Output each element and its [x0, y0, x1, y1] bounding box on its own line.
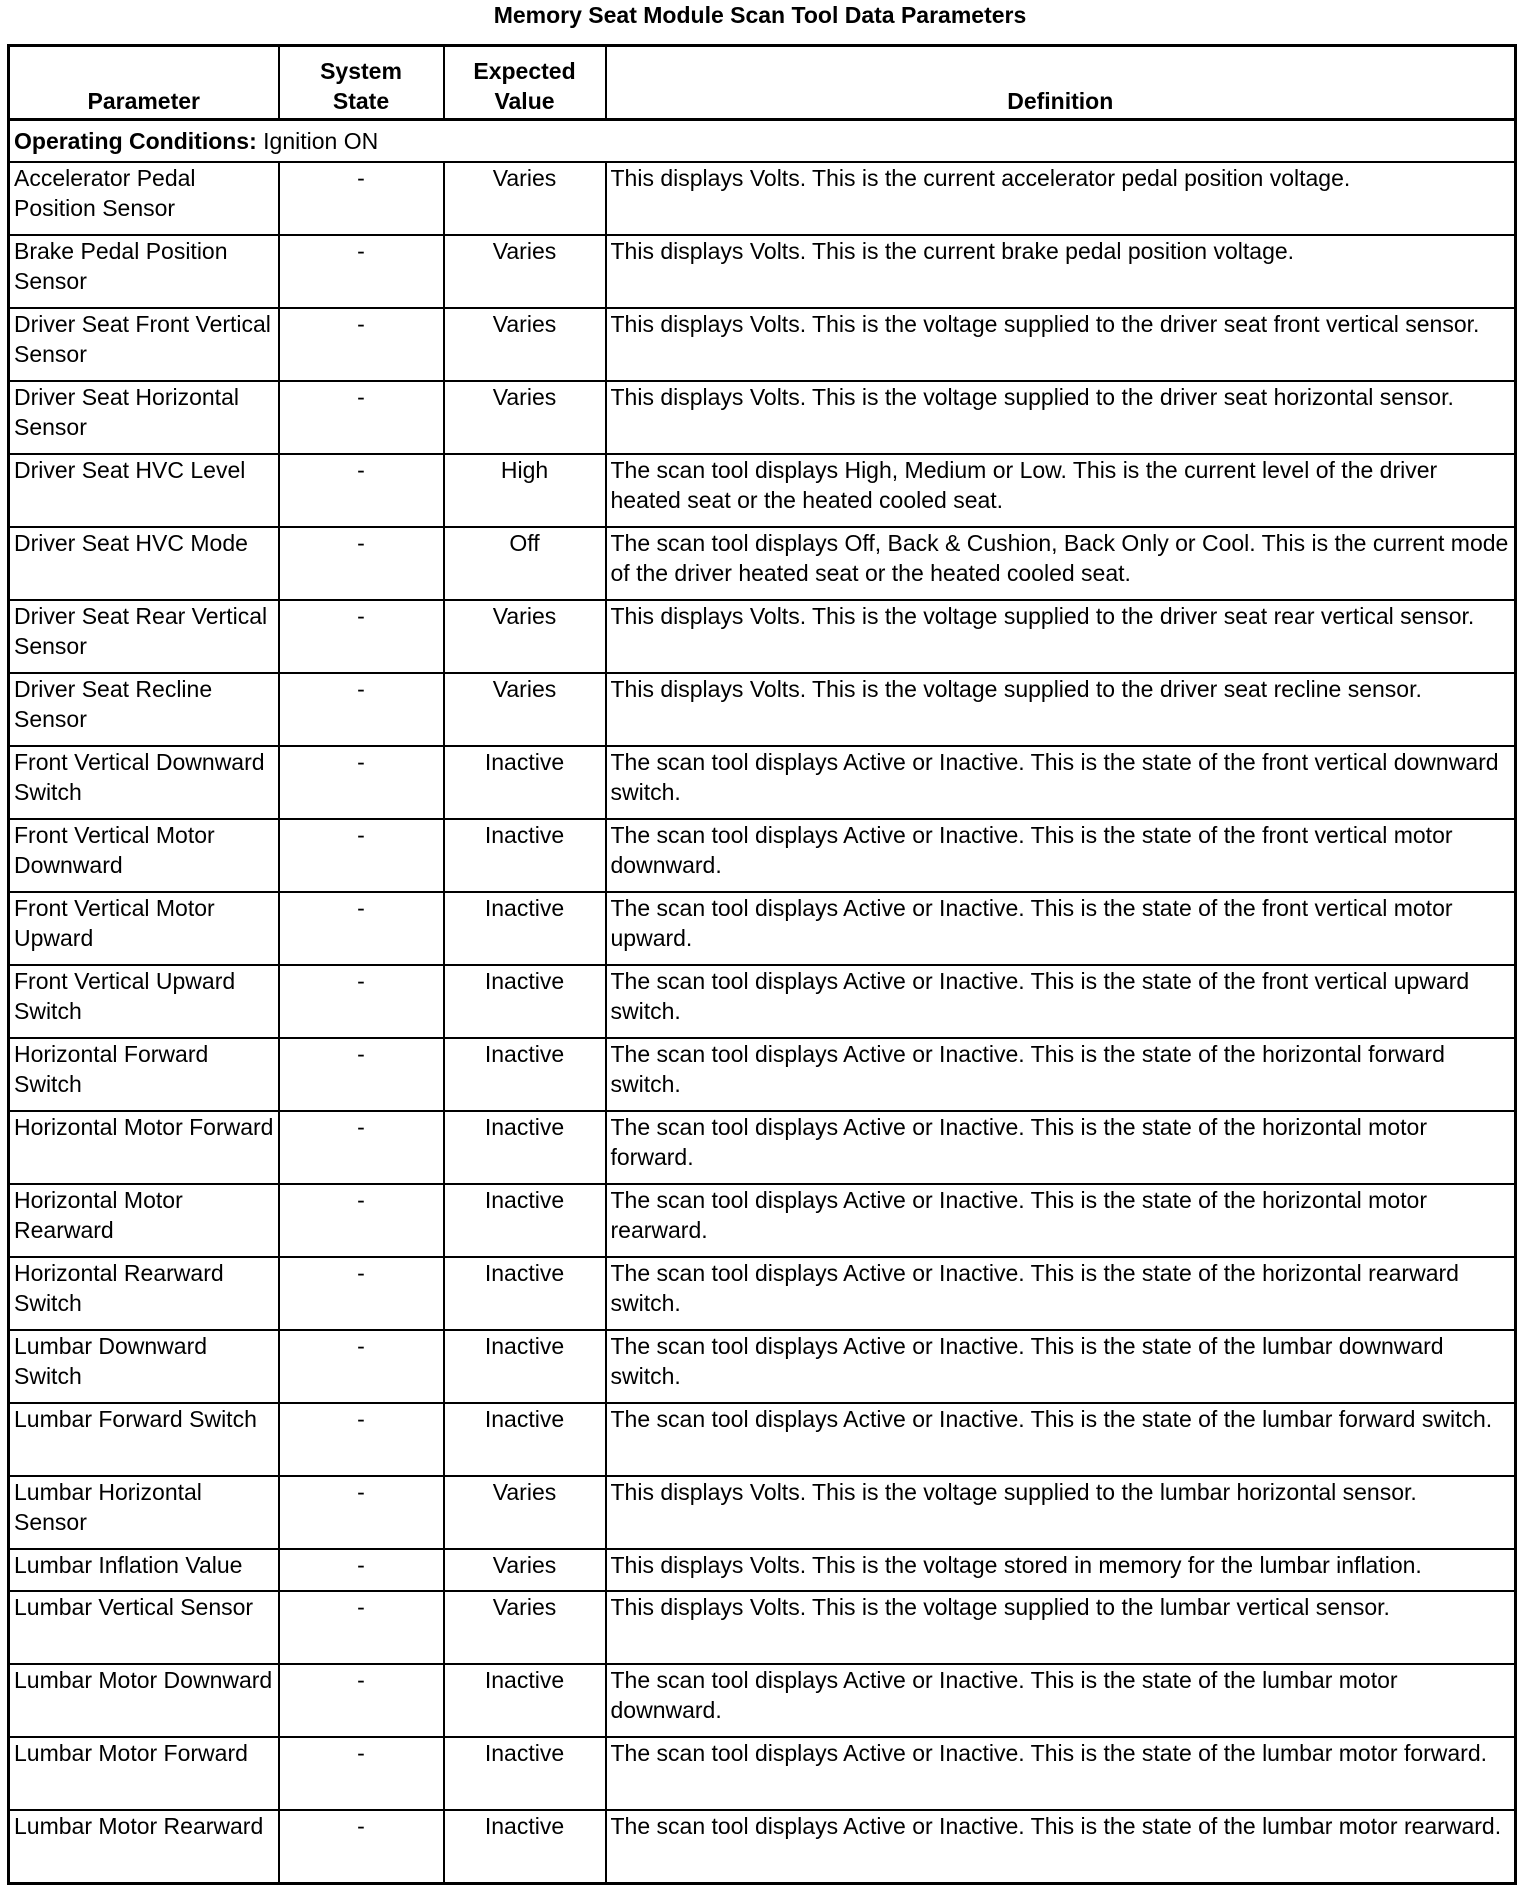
definition-cell: The scan tool displays High, Medium or Low. This is the current level of the driver heated seat or the heated cooled seat. [606, 454, 1516, 527]
system-state-cell: - [279, 1476, 444, 1549]
parameter-cell: Lumbar Downward Switch [9, 1330, 279, 1403]
table-row [9, 1111, 1516, 1184]
header-expected-value [444, 46, 606, 120]
parameter-cell: Driver Seat Front Vertical Sensor [9, 308, 279, 381]
expected-value-cell: Inactive [444, 1257, 606, 1330]
system-state-cell: - [279, 600, 444, 673]
table-row [9, 1591, 1516, 1664]
table-row [9, 673, 1516, 746]
table-row [9, 1549, 1516, 1591]
table-row [9, 308, 1516, 381]
table-row [9, 1737, 1516, 1810]
header-parameter: Parameter [9, 46, 279, 120]
system-state-cell: - [279, 819, 444, 892]
definition-cell: This displays Volts. This is the voltage supplied to the lumbar vertical sensor. [606, 1591, 1516, 1664]
definition-cell: This displays Volts. This is the voltage stored in memory for the lumbar inflation. [606, 1549, 1516, 1591]
parameter-cell: Brake Pedal Position Sensor [9, 235, 279, 308]
system-state-cell: - [279, 527, 444, 600]
definition-cell: The scan tool displays Active or Inactive. This is the state of the front vertical upward switch. [606, 965, 1516, 1038]
parameter-cell: Accelerator Pedal Position Sensor [9, 162, 279, 235]
definition-cell: The scan tool displays Active or Inactive. This is the state of the lumbar forward switch. [606, 1403, 1516, 1476]
expected-value-cell: Varies [444, 235, 606, 308]
table-row [9, 819, 1516, 892]
definition-cell: The scan tool displays Active or Inactive. This is the state of the lumbar motor forward. [606, 1737, 1516, 1810]
system-state-cell: - [279, 746, 444, 819]
expected-value-cell: Inactive [444, 892, 606, 965]
table-row [9, 1403, 1516, 1476]
table-row [9, 1810, 1516, 1884]
system-state-cell: - [279, 235, 444, 308]
definition-cell: The scan tool displays Active or Inactive. This is the state of the horizontal forward switch. [606, 1038, 1516, 1111]
parameter-cell: Lumbar Vertical Sensor [9, 1591, 279, 1664]
expected-value-cell: Off [444, 527, 606, 600]
parameter-cell: Horizontal Forward Switch [9, 1038, 279, 1111]
table-row [9, 235, 1516, 308]
expected-value-cell: Varies [444, 162, 606, 235]
operating-conditions-label: Operating Conditions: [14, 128, 257, 154]
parameter-cell: Driver Seat Rear Vertical Sensor [9, 600, 279, 673]
expected-value-cell: Inactive [444, 819, 606, 892]
parameter-cell: Lumbar Forward Switch [9, 1403, 279, 1476]
definition-cell: The scan tool displays Active or Inactive. This is the state of the lumbar motor downward. [606, 1664, 1516, 1737]
parameter-cell: Front Vertical Motor Upward [9, 892, 279, 965]
table-row [9, 746, 1516, 819]
parameter-cell: Front Vertical Downward Switch [9, 746, 279, 819]
expected-value-cell: Varies [444, 1591, 606, 1664]
expected-value-cell: Inactive [444, 746, 606, 819]
expected-value-cell: Inactive [444, 1664, 606, 1737]
definition-cell: The scan tool displays Active or Inactive. This is the state of the lumbar downward switch. [606, 1330, 1516, 1403]
expected-value-cell: Varies [444, 308, 606, 381]
system-state-cell: - [279, 308, 444, 381]
parameter-cell: Lumbar Motor Forward [9, 1737, 279, 1810]
system-state-cell: - [279, 1184, 444, 1257]
definition-cell: This displays Volts. This is the voltage supplied to the driver seat horizontal sensor. [606, 381, 1516, 454]
table-row [9, 381, 1516, 454]
table-row [9, 1257, 1516, 1330]
table-row [9, 1184, 1516, 1257]
system-state-cell: - [279, 1403, 444, 1476]
expected-value-cell: Varies [444, 381, 606, 454]
expected-value-cell: Inactive [444, 1737, 606, 1810]
parameter-cell: Lumbar Inflation Value [9, 1549, 279, 1591]
system-state-cell: - [279, 1810, 444, 1884]
system-state-cell: - [279, 381, 444, 454]
parameter-cell: Horizontal Motor Forward [9, 1111, 279, 1184]
header-expected-value-text: Expected Value [473, 58, 576, 114]
definition-cell: This displays Volts. This is the voltage supplied to the driver seat rear vertical sensor. [606, 600, 1516, 673]
definition-cell: This displays Volts. This is the voltage supplied to the lumbar horizontal sensor. [606, 1476, 1516, 1549]
parameter-cell: Front Vertical Motor Downward [9, 819, 279, 892]
table-row [9, 1664, 1516, 1737]
system-state-cell: - [279, 1549, 444, 1591]
header-system-state-text: System State [320, 58, 402, 114]
parameter-cell: Horizontal Rearward Switch [9, 1257, 279, 1330]
system-state-cell: - [279, 1038, 444, 1111]
expected-value-cell: Varies [444, 673, 606, 746]
operating-conditions-value: Ignition ON [263, 128, 379, 154]
table-row [9, 1476, 1516, 1549]
system-state-cell: - [279, 162, 444, 235]
expected-value-cell: Varies [444, 1549, 606, 1591]
header-system-state [279, 46, 444, 120]
definition-cell: The scan tool displays Active or Inactive. This is the state of the horizontal motor rearward. [606, 1184, 1516, 1257]
parameter-cell: Lumbar Horizontal Sensor [9, 1476, 279, 1549]
parameter-cell: Horizontal Motor Rearward [9, 1184, 279, 1257]
parameter-cell: Lumbar Motor Rearward [9, 1810, 279, 1884]
system-state-cell: - [279, 1257, 444, 1330]
expected-value-cell: Inactive [444, 1111, 606, 1184]
definition-cell: The scan tool displays Active or Inactive. This is the state of the front vertical downward switch. [606, 746, 1516, 819]
operating-conditions-cell [9, 120, 1516, 163]
parameters-table [7, 44, 1517, 1885]
parameter-cell: Driver Seat Recline Sensor [9, 673, 279, 746]
definition-cell: This displays Volts. This is the current brake pedal position voltage. [606, 235, 1516, 308]
system-state-cell: - [279, 1737, 444, 1810]
operating-conditions-row [9, 120, 1516, 163]
system-state-cell: - [279, 965, 444, 1038]
table-row [9, 892, 1516, 965]
page-title: Memory Seat Module Scan Tool Data Parameters [493, 2, 1027, 28]
table-row [9, 527, 1516, 600]
expected-value-cell: Inactive [444, 1810, 606, 1884]
expected-value-cell: Inactive [444, 1403, 606, 1476]
expected-value-cell: Inactive [444, 965, 606, 1038]
parameter-cell: Lumbar Motor Downward [9, 1664, 279, 1737]
expected-value-cell: Varies [444, 1476, 606, 1549]
definition-cell: The scan tool displays Active or Inactive. This is the state of the front vertical motor downward. [606, 819, 1516, 892]
expected-value-cell: High [444, 454, 606, 527]
table-row [9, 1038, 1516, 1111]
parameter-cell: Driver Seat HVC Level [9, 454, 279, 527]
system-state-cell: - [279, 1591, 444, 1664]
definition-cell: The scan tool displays Active or Inactive. This is the state of the lumbar motor rearward. [606, 1810, 1516, 1884]
parameter-cell: Front Vertical Upward Switch [9, 965, 279, 1038]
expected-value-cell: Inactive [444, 1184, 606, 1257]
table-row [9, 1330, 1516, 1403]
expected-value-cell: Varies [444, 600, 606, 673]
definition-cell: The scan tool displays Active or Inactive. This is the state of the front vertical motor upward. [606, 892, 1516, 965]
system-state-cell: - [279, 1664, 444, 1737]
system-state-cell: - [279, 454, 444, 527]
table-row [9, 162, 1516, 235]
table-row [9, 454, 1516, 527]
system-state-cell: - [279, 1111, 444, 1184]
parameter-cell: Driver Seat Horizontal Sensor [9, 381, 279, 454]
definition-cell: This displays Volts. This is the voltage supplied to the driver seat front vertical sensor. [606, 308, 1516, 381]
header-definition: Definition [606, 46, 1516, 120]
parameter-cell: Driver Seat HVC Mode [9, 527, 279, 600]
system-state-cell: - [279, 673, 444, 746]
system-state-cell: - [279, 1330, 444, 1403]
definition-cell: The scan tool displays Active or Inactive. This is the state of the horizontal rearward switch. [606, 1257, 1516, 1330]
table-row [9, 600, 1516, 673]
definition-cell: The scan tool displays Off, Back & Cushion, Back Only or Cool. This is the current mode of the driver heated seat or the heated cooled seat. [606, 527, 1516, 600]
table-row [9, 965, 1516, 1038]
table-header-row [9, 46, 1516, 120]
definition-cell: This displays Volts. This is the current accelerator pedal position voltage. [606, 162, 1516, 235]
expected-value-cell: Inactive [444, 1038, 606, 1111]
system-state-cell: - [279, 892, 444, 965]
expected-value-cell: Inactive [444, 1330, 606, 1403]
definition-cell: The scan tool displays Active or Inactive. This is the state of the horizontal motor forward. [606, 1111, 1516, 1184]
definition-cell: This displays Volts. This is the voltage supplied to the driver seat recline sensor. [606, 673, 1516, 746]
